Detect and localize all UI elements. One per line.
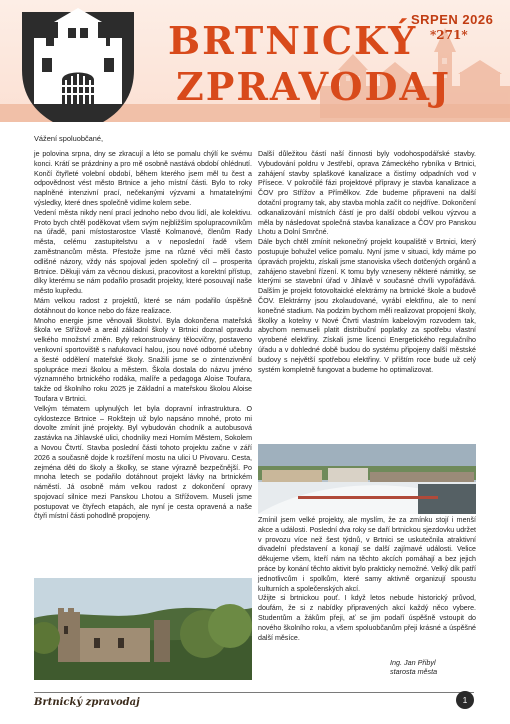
article-column-left [34, 150, 252, 580]
article-column-right-bottom [258, 516, 476, 651]
paragraph: Užijte si brtnickou pouť. I když letos nebude historický průvod, doufám, že si z nabídky připravených akcí každý něco vybere. Studentům a žákům přeji, ať se jim podaří úspěšně vstoupit do nového školního roku, a všem spoluobčanům přeji krásné a úspěšné další měsíce. [258, 594, 476, 642]
paragraph: Mám velkou radost z projektů, které se nám podařilo úspěšně dotáhnout do konce nebo do fáze realizace. [34, 296, 252, 315]
paragraph: Mnoho energie jsme věnovali školství. Byla dokončena mateřská škola ve Střížově a areál základní školy v Brtnici doznal opravdu velkého množství změn. Byly rekonstruovány tělocvičny, postaveno venkovní sportoviště s nafukovací halou, jsou nové odborné učebny a šesté oddělení mateřské školy. Snažili jsme se o zintenzivnění spolupráce mezi školou a městem. Škola dostala do názvu jméno významného brtnického rodáka, malíře a pedagoga Aloise Toufara, takže od školního roku 2025 je Základní a mateřskou školou Aloise Toufara v Brtnici. [34, 316, 252, 403]
article-greeting: Vážení spoluobčané, [34, 134, 104, 143]
castle-ruin-photo [34, 578, 252, 680]
paragraph: Dále bych chtěl zmínit nekonečný projekt koupaliště v Brtnici, který postupuje bohužel velice pomalu. Nyní jsme v situaci, kdy máme po úpravách projektu, získali jsme stanoviska všech dotčených orgánů a zahájeno stavební řízení. K tomu byly vzneseny některé námitky, se kterými se stavební úřad v Jihlavě v současné chvíli vypořádává. Dalším je projekt fotovoltaické elektrárny na brtnické škole a budově ČOV. Elektrárny jsou zkolaudované, vyrábí elektřinu, ale to není konečné stadium. Na podzim bychom měli realizovat propojení školy, školky a kotelny v Nové Čtvrti vlastním kabelovým rozvodem tak, abychom nemuseli platit distribuční poplatky za spotřebu vlastní vyrobené elektřiny. Získali jsme licenci Energetického regulačního úřadu a v dohledné době budou do systému připojeny další městské budovy s největší spotřebou elektřiny. V příštím roce bude už celý systém kompletně fungovat a budeme ho optimalizovat. [258, 238, 476, 374]
page-number: 1 [456, 691, 474, 709]
paragraph: Velkým tématem uplynulých let byla dopravní infrastruktura. O cyklostezce Brtnice – Rokštejn už bylo napsáno mnohé, proto mi dovolte zmínit jiné projekty. Byl vybudován chodník a autobusová zastávka na Jihlavské ulici, chodníky mezi Horním Městem, Sokolem a Novou Čtvrtí. Stavba poslední části tohoto projektu začne v září 2026 a současně dojde k rozšíření mostu na ulici U Pivovaru. Cesta, zejména děti do školy a školky, se stane výrazně bezpečnější. Po mnoha letech se podařilo dotáhnout projekt lávky na brtnickém náměstí. Já osobně mám velkou radost z dokončení opravy spojovací silnice mezi Panskou Lhotou a Střížovem. Museli jsme postupovat ve čtyřech etapách, ale nyní je cesta opravená a naše čtyři místní části pohodlně propojeny. [34, 404, 252, 521]
article-column-right-top [258, 150, 476, 442]
paragraph: Zmínil jsem velké projekty, ale myslím, že za zmínku stojí i menší akce a události. Poslední dva roky se daří brtnickou sjezdovku udržet v provozu více než šest týdnů, v Brtnici se uskutečnila atraktivní divadelní představení a konají se další zajímavé události. Velice děkujeme všem, kteří nám na těchto akcích pomáhají a bez jejich práce by konání těchto aktivit bylo prakticky nemožné. Velký dík patří jednotlivcům i spolkům, které samy aktivně organizují spoustu kulturních a společenských akcí. [258, 516, 476, 593]
masthead-title-top: BRTNICKÝ [168, 18, 418, 63]
masthead [0, 0, 510, 122]
footer-brand: Brtnický zpravodaj [34, 697, 140, 708]
paragraph: Vedení města nikdy není prací jednoho nebo dvou lidí, ale kolektivu. Proto bych chtěl poděkovat všem svým nejbližším spolupracovníkům na úřadě, pani místostarostce Vlastě Kolmanové, členům Rady města, celému zastupitelstvu a v neposlední řadě všem zaměstnancům města. Přestože jsme na různé věci měli často odlišné názory, vždy nás spojoval jeden společný cíl – prosperita Brtnice. Děkuji vám za věcnou diskusi, pracovitost a korektní přístup, díky kterému se nám podařilo prosadit projekty, které posouvají naše město kupředu. [34, 208, 252, 296]
town-crest-tower-icon [16, 6, 140, 122]
footer-divider [34, 692, 474, 693]
issue-date: SRPEN 2026 [411, 12, 494, 27]
signature-title: starosta města [390, 667, 438, 676]
school-sports-hall-photo [258, 444, 476, 514]
signature [390, 658, 437, 676]
paragraph: Další důležitou částí naší činnosti byly vodohospodářské stavby. Vybudování poldru v Jestřebí, oprava Zámeckého rybníka v Brtnici, zahájení stavby splaškové kanalizace a čistírny odpadních vod v Přísece. V pokročilé fázi projektové přípravy je stavba kanalizace a ČOV pro Střížov a Přímělkov. Zde budeme připraveni na další dotační programy tak, aby stavba mohla začít co nejdříve. Dokončení odkanalizování místních částí je pro další období velkou výzvou a měla by následovat společná stavba kanalizace a ČOV pro Panskou Lhotu a Dolní Smrčné. [258, 150, 476, 237]
signature-name: Ing. Jan Přibyl [390, 658, 436, 667]
issue-number: *271* [430, 28, 468, 42]
paragraph: je polovina srpna, dny se zkracují a léto se pomalu chýlí ke svému konci. Krátí se prázdniny a pro mě osobně nastává období ohlédnutí. Končí čtyřleté volební období, během kterého jsem měl tu čest a odpovědnost vést město Brtnice a jeho místní části. Bylo to roky naplněné intenzivní prací, nečekanými výzvami a hmatatelnými výsledky, které dnes společně vidíme kolem sebe. [34, 150, 252, 207]
masthead-title-bottom: ZPRAVODAJ [176, 64, 451, 109]
